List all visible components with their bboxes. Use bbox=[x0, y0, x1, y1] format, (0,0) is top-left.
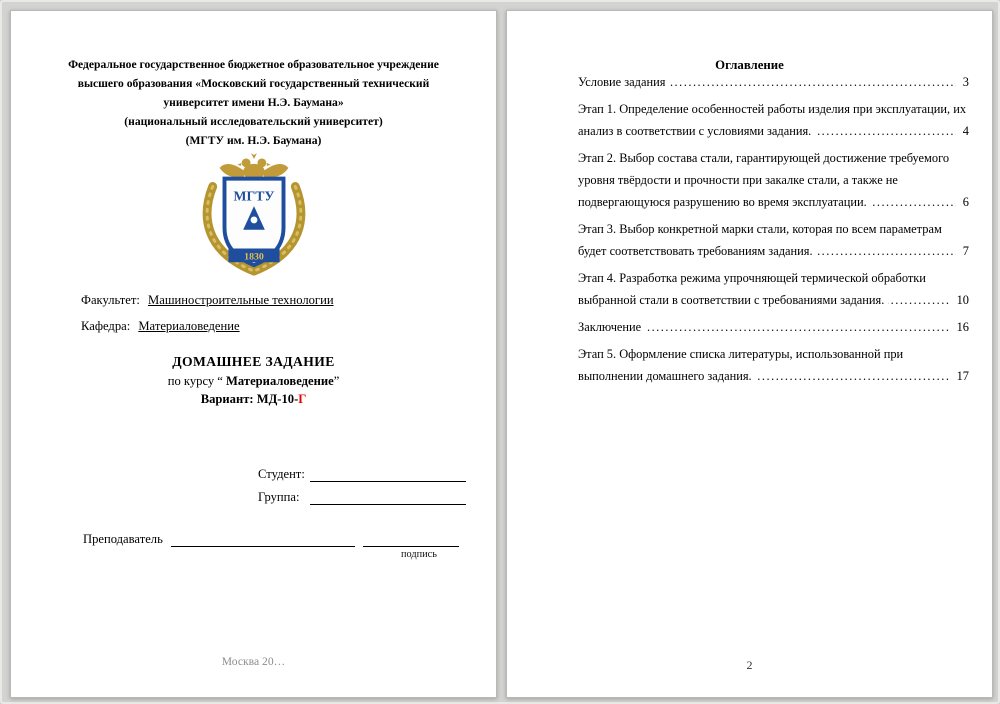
department-line bbox=[81, 313, 334, 339]
toc-entry[interactable] bbox=[578, 71, 969, 93]
header-line: университет имени Н.Э. Баумана» bbox=[163, 96, 344, 109]
page-number: 2 bbox=[746, 658, 753, 672]
toc-entry-page: 4 bbox=[956, 120, 969, 142]
student-row bbox=[258, 459, 466, 482]
table-of-contents bbox=[578, 71, 969, 392]
course-line: по курсу “ Материаловедение” bbox=[167, 374, 340, 388]
toc-entry-page: 6 bbox=[956, 191, 969, 213]
toc-entry-text: Этап 1. Определение особенностей работы изделия при эксплуатации, их анализ в соответствии с условиями задания. bbox=[578, 102, 967, 138]
toc-entry-text: Этап 4. Разработка режима упрочняющей термической обработки выбранной стали в соответствии с требованиями задания. bbox=[578, 271, 926, 307]
year-ribbon bbox=[228, 248, 279, 262]
group-blank-line[interactable] bbox=[310, 487, 466, 505]
toc-entry-text: Этап 3. Выбор конкретной марки стали, которая по всем параметрам будет соответствовать требованиям задания. bbox=[578, 222, 942, 258]
toc-entry-text: Этап 2. Выбор состава стали, гарантирующей достижение требуемого уровня твёрдости и прочности при закалке стали, а также не подвергающуюся разрушению во время эксплуатации. bbox=[578, 151, 950, 209]
faculty-line bbox=[81, 287, 334, 313]
toc-entry[interactable] bbox=[578, 343, 969, 387]
faculty-department-block bbox=[81, 287, 334, 339]
variant-line bbox=[11, 390, 496, 408]
department-label: Кафедра: bbox=[81, 319, 131, 333]
faculty-value: Машиностроительные технологии bbox=[148, 293, 334, 307]
toc-entry[interactable] bbox=[578, 98, 969, 142]
faculty-label: Факультет: bbox=[81, 293, 140, 307]
city-year-footer: Москва 20… bbox=[221, 655, 286, 668]
variant-label: Вариант: bbox=[200, 392, 257, 406]
toc-entry-text: Условие задания bbox=[578, 75, 669, 89]
student-blank-line[interactable] bbox=[310, 464, 466, 482]
header-line: Федеральное государственное бюджетное образовательное учреждение bbox=[68, 58, 439, 71]
double-eagle-icon bbox=[219, 153, 288, 180]
department-value: Материаловедение bbox=[138, 319, 240, 333]
homework-title-block bbox=[11, 352, 496, 408]
title-page bbox=[10, 10, 497, 698]
toc-entry[interactable] bbox=[578, 316, 969, 338]
teacher-row bbox=[83, 525, 459, 547]
student-fields bbox=[258, 459, 466, 505]
header-line: (МГТУ им. Н.Э. Баумана) bbox=[185, 134, 322, 147]
toc-entry-page: 3 bbox=[956, 71, 969, 93]
bauman-crest-icon bbox=[195, 151, 313, 281]
emblem-year: 1830 bbox=[243, 251, 264, 263]
student-label: Студент: bbox=[258, 467, 305, 481]
toc-entry[interactable] bbox=[578, 218, 969, 262]
group-label: Группа: bbox=[258, 490, 300, 504]
course-name: Материаловедение bbox=[226, 374, 334, 388]
toc-page bbox=[506, 10, 993, 698]
variant-code: МД-10- bbox=[256, 392, 299, 406]
university-header bbox=[29, 55, 478, 150]
toc-entry-page: 7 bbox=[956, 240, 969, 262]
signature-caption: подпись bbox=[401, 549, 437, 560]
toc-entry[interactable] bbox=[578, 267, 969, 311]
header-line: (национальный исследовательский университет) bbox=[124, 115, 383, 128]
header-line: высшего образования «Московский государственный технический bbox=[77, 77, 430, 90]
toc-entry-page: 10 bbox=[950, 289, 969, 311]
teacher-label: Преподаватель bbox=[83, 532, 163, 546]
toc-entry-page: 17 bbox=[950, 365, 969, 387]
university-emblem bbox=[11, 151, 496, 286]
toc-entry-text: Заключение bbox=[578, 320, 645, 334]
teacher-blank-line[interactable] bbox=[171, 529, 355, 547]
homework-title: ДОМАШНЕЕ ЗАДАНИЕ bbox=[172, 354, 335, 369]
group-row bbox=[258, 482, 466, 505]
emblem-monogram: МГТУ bbox=[233, 188, 274, 204]
toc-entry[interactable] bbox=[578, 147, 969, 213]
toc-entry-page: 16 bbox=[950, 316, 969, 338]
variant-letter: Г bbox=[298, 392, 307, 406]
toc-title: Оглавление bbox=[715, 58, 784, 72]
toc-entry-text: Этап 5. Оформление списка литературы, использованной при выполнении домашнего задания. bbox=[578, 347, 904, 383]
signature-blank-line[interactable] bbox=[363, 529, 459, 547]
